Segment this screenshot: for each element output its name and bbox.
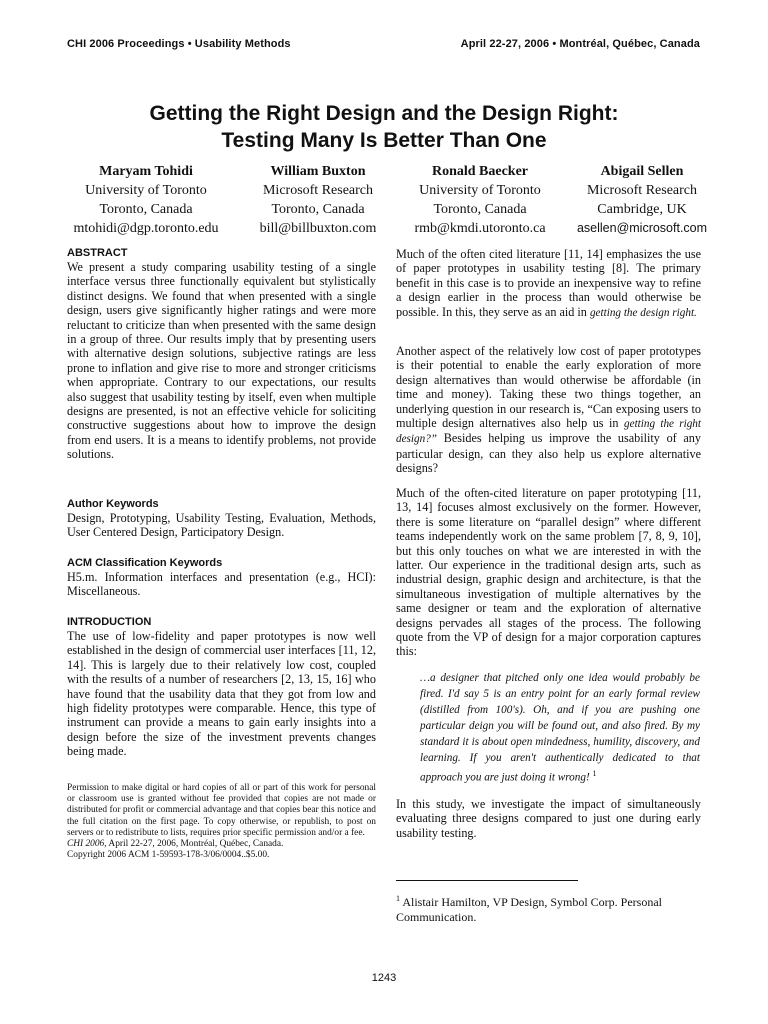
permission-text: Permission to make digital or hard copies of all or part of this work for personal or classroom use is granted without fee provided that copies are not made or distributed for profit or commercial advantage and that copies bear this notice and the full citation on the first page. To copy otherwise, or republish, to post on servers or to redistribute to lists, requires prior specific permission and/or a fee. <box>67 783 376 838</box>
author-location: Cambridge, UK <box>597 202 687 217</box>
footnote-text: Alistair Hamilton, VP Design, Symbol Corp. Personal Communication. <box>396 895 663 924</box>
footnote-divider <box>396 880 578 881</box>
paragraph-1 <box>396 247 701 320</box>
author-block-3 <box>390 162 570 238</box>
quote-text: …a designer that pitched only one idea would probably be fired. I'd say 5 is an entry point for an early formal review (distilled from 100's). Oh, and if you are pushing one particular deign you will be found out, and also fired. By my standard it is about open mindedness, humility, discovery, and learning. If you aren't authentically dedicated to that approach you are just doing it wrong! <box>420 672 700 784</box>
title-line-1: Getting the Right Design and the Design Right: <box>149 102 619 125</box>
author-block-1 <box>56 162 236 238</box>
keywords-heading: Author Keywords <box>67 498 159 510</box>
author-email: rmb@kmdi.utoronto.ca <box>414 221 546 236</box>
paragraph-2-italic: getting the right design?” <box>396 418 702 446</box>
abstract-section <box>67 247 376 462</box>
acm-heading: ACM Classification Keywords <box>67 557 223 569</box>
paragraph-1-text: Much of the often cited literature [11, 14] emphasizes the use of paper prototypes in usability testing [8]. The primary benefit in this case is to provide an inexpensive way to refine a design earlier in the process than would otherwise be possible. In this, they serve as an aid in <box>396 247 701 319</box>
paragraph-2-text: Another aspect of the relatively low cost of paper prototypes is their potential to enable the early exploration of more design alternatives than would otherwise be affordable (in time and money). Taking these two things together, an underlying question in our research is, “Can exposing users to multiple design alternatives also help us in <box>396 344 701 431</box>
keywords-section <box>67 498 376 540</box>
title-line-2: Testing Many Is Better Than One <box>221 129 547 152</box>
running-header-left: CHI 2006 Proceedings • Usability Methods <box>67 38 291 50</box>
abstract-text: We present a study comparing usability testing of a single interface versus three functionally equivalent but stylistically distinct designs. We found that when presented with a single design, users give significantly higher ratings and were more reluctant to criticize than when presented with the same design in a group of three. Our results imply that by presenting users with alternative design solutions, subjective ratings are less prone to inflation and give rise to more and stronger criticisms when appropriate. Contrary to our expectations, our results also suggest that usability testing by itself, even when multiple designs are presented, is not an effective vehicle for soliciting constructive suggestions about how to improve the design from end users. It is a means to identify problems, not provide solutions. <box>67 260 376 462</box>
footnote-mark: 1 <box>396 894 400 903</box>
permission-notice <box>67 783 376 861</box>
abstract-heading: ABSTRACT <box>67 247 128 259</box>
conference-line <box>67 839 376 850</box>
author-name: Maryam Tohidi <box>99 164 193 179</box>
author-email: mtohidi@dgp.toronto.edu <box>73 221 219 236</box>
paragraph-1-italic: getting the design right. <box>589 306 697 319</box>
paper-title <box>0 100 768 154</box>
introduction-heading: INTRODUCTION <box>67 616 152 628</box>
paragraph-3-text: Much of the often-cited literature on paper prototyping [11, 13, 14] focuses almost exclusively on the former. However, there is some literature on “parallel design” where different teams independently work on the same problem [7, 8, 9, 10], but this only touches on what we are interested in with the latter. Our experience in the traditional design arts, such as industrial design, graphic design and architecture, is that the simultaneous investigation of multiple alternatives by the same designer or team and the exploration of alternative designs pervades all stages of the process. The following quote from the VP of design for a major corporation captures this: <box>396 486 701 659</box>
quote-footnote-ref: 1 <box>592 769 597 778</box>
author-affiliation: Microsoft Research <box>262 183 374 198</box>
footnote <box>396 891 701 925</box>
conference-details: April 22-27, 2006, Montréal, Québec, Canada. <box>106 839 284 850</box>
author-location: Toronto, Canada <box>99 202 193 217</box>
keywords-text: Design, Prototyping, Usability Testing, Evaluation, Methods, User Centered Design, Participatory Design. <box>67 511 376 540</box>
author-name: Ronald Baecker <box>431 164 529 179</box>
author-email: bill@billbuxton.com <box>259 221 377 236</box>
author-name: Abigail Sellen <box>600 164 684 179</box>
page-number: 1243 <box>371 972 397 984</box>
acm-text: H5.m. Information interfaces and presentation (e.g., HCI): Miscellaneous. <box>67 570 376 599</box>
author-block-2 <box>228 162 408 238</box>
author-block-4 <box>552 162 732 238</box>
author-affiliation: University of Toronto <box>85 183 207 198</box>
author-affiliation: Microsoft Research <box>586 183 698 198</box>
introduction-text: The use of low-fidelity and paper prototypes is now well established in the design of commercial user interfaces [11, 12, 14]. This is largely due to their relatively low cost, coupled with the results of a number of researchers [2, 13, 15, 16] who have found that the usability data that they got from low and high fidelity prototypes were comparable. Hence, this type of instrument can provide a means to gain early insights into a design before the size of the investment prevents changes being made. <box>67 629 376 759</box>
author-location: Toronto, Canada <box>271 202 365 217</box>
paragraph-3 <box>396 486 701 659</box>
author-name: William Buxton <box>270 164 366 179</box>
author-affiliation: University of Toronto <box>419 183 541 198</box>
paragraph-2 <box>396 344 701 476</box>
running-header-right: April 22-27, 2006 • Montréal, Québec, Canada <box>460 38 700 50</box>
author-email: asellen@microsoft.com <box>576 221 708 235</box>
paragraph-4 <box>396 797 701 840</box>
paragraph-2-tail: Besides helping us improve the usability of any particular design, can they also help us explore alternative designs? <box>396 431 701 476</box>
introduction-section <box>67 616 376 759</box>
paragraph-4-text: In this study, we investigate the impact of simultaneously evaluating three designs compared to just one during early usability testing. <box>396 797 701 840</box>
acm-section <box>67 557 376 599</box>
author-location: Toronto, Canada <box>433 202 527 217</box>
conference-name: CHI 2006, <box>67 839 107 850</box>
copyright-line: Copyright 2006 ACM 1-59593-178-3/06/0004..$5.00. <box>67 850 270 861</box>
blockquote <box>420 670 700 786</box>
